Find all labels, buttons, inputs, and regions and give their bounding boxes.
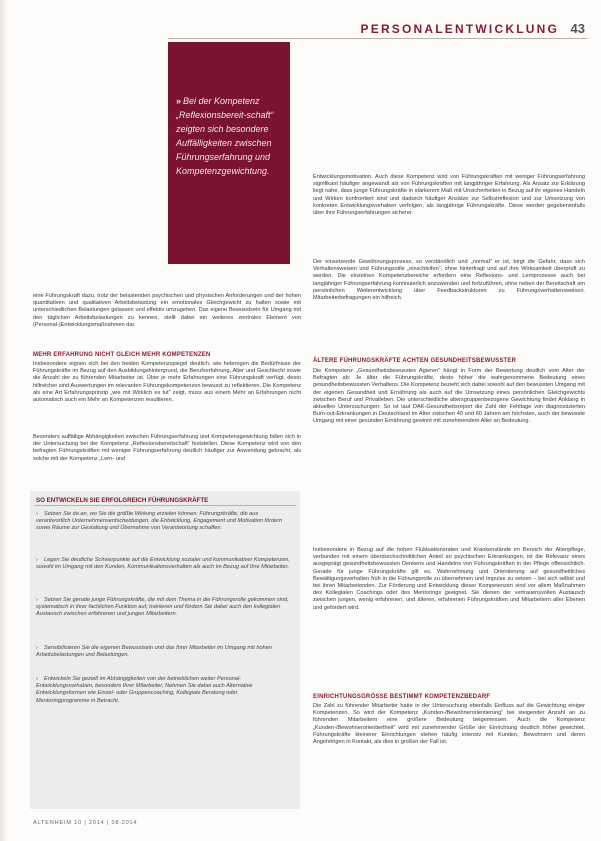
bullet-icon: › bbox=[36, 557, 38, 563]
right-paragraph-3: Die Kompetenz „Gesundheitsbewusstes Agieren“ hängt in Form der Bewertung deutlich vom Alter der Befragten ab: Je älter die Führungskräfte, desto höher die wahrgenommene Bedeutung eines gesundheitsbewussten Verhaltens. Die Kompetenz bezieht sich dabei sowohl auf den bewussten Umgang mit der eigenen Gesundheit und Ernährung als auch auf die Umsetzung eines persönlichen Gleichgewichts zwischen Beruf und Privatleben. Die unterschiedliche altersgruppenbezogene Gewichtung findet Anklang in aktuellen Untersuchungen: So ist laut DAK-Gesundheitsreport die Zahl der Fehltage von diagnostizierten Burn-out-Erkrankungen in Deutschland im Alter zwischen 40 und 60 Jahren am höchsten, auch der bewusste Umgang mit einer gesunden Ernährung gewinnt mit zunehmendem Alter an Bedeutung. bbox=[313, 368, 585, 425]
pull-quote-text: Bei der Kompetenz „Reflexionsbereit-schaft“ zeigten sich besondere Auffälligkeiten zwischen Führungserfahrung und Kompetenzgewichtung. bbox=[176, 96, 274, 176]
tip-item: › Sensibilisieren Sie die eigenen Bewusstsein und das Ihrer Mitarbeiter im Umgang mit hohen Arbeitsbelastungen und Belastungen. bbox=[36, 645, 272, 659]
tips-title: SO ENTWICKELN SIE ERFOLGREICH FÜHRUNGSKRÄFTE bbox=[36, 497, 209, 504]
left-paragraph-2: Insbesondere eignen sich bei den beiden Kompetenzspiegel deutlich, wie heterogen die Bedürfnisse der Führungskräfte im Bezug auf den Ausbildungshintergrund, die Berufserfahrung, Alter und Geschlecht sowie die Anzahl der zu führenden Mitarbeiter ist. Über je mehr Erfahrungen eine Führungskraft verfügt, desto hilfreicher sind Auswertungen im relevanten Führungskompetenzen bewusst zu reflektieren. Die Kompetenz als eine Art Erfahrungsprinzip „wie mit Wirklich es tut“ zeigt, muss aus einem Mehr an Erfahrungen nicht automatisch auch ein Mehr an Kompetenzen resultieren. bbox=[33, 361, 301, 404]
left-heading-1: MEHR ERFAHRUNG NICHT GLEICH MEHR KOMPETENZEN bbox=[33, 352, 211, 358]
tips-rule bbox=[34, 505, 296, 506]
left-paragraph-1: eine Führungskraft dazu, trotz der belastenden psychischen und physischen Anforderungen und der hohen quantitativen und qualitativen Arbeitsbelastung ein emotionales Gleichgewicht zu halten sowie mit unterschiedlichen Belastungen gelassen und effektiv umzugehen. Das eigene Bewusstsein für Umgang mit den täglichen Arbeitsbelastungen zu kennen, stellt dabei ein weiteres zentrales Element von (Personal-)Entwicklungsmaßnahmen dar. bbox=[33, 293, 301, 328]
header-rule bbox=[168, 38, 587, 39]
bullet-icon: › bbox=[36, 676, 38, 682]
page-footer: ALTENHEIM 10 | 2014 | 08.2014 bbox=[33, 820, 138, 826]
bullet-icon: › bbox=[36, 645, 38, 651]
section-title: PERSONALENTWICKLUNG bbox=[360, 22, 559, 36]
left-paragraph-3: Besonders auffällige Abhängigkeiten zwischen Führungserfahrung und Kompetenzgewichtung fallen sich in der Untersuchung bei der Kompetenz „Reflexionsbereitschaft“ feststellen. Diese Kompetenz wird von den befragten Führungskräften mit weniger Führungserfahrung deutlich häufiger zur Anwendung gebracht, als solche mit der Kompetenz „Lern- und bbox=[33, 434, 301, 462]
bullet-icon: › bbox=[36, 511, 38, 517]
right-paragraph-5: Die Zahl zu führender Mitarbeiter hatte in der Untersuchung ebenfalls Einfluss auf die Gewichtung einiger Kompetenzen. So wird der Kompetenz „Kunden-/Bewohnerorientierung“ bei steigender Anzahl an zu führenden Mitarbeitern eine größere Bedeutung beigemessen. Auch die Kompetenz „Kunden-/Bewohnerorientiertheit“ wird mit zunehmender Größe der Einrichtung deutlich höher gewichtet. Führungskräfte kleinerer Einrichtungen stehen häufig intensiv mit Kunden, Bewohnern und deren Angehörigen in Kontakt, als dies in großen der Fall ist. bbox=[313, 703, 585, 746]
bullet-icon: › bbox=[36, 597, 38, 603]
right-heading-1: ÄLTERE FÜHRUNGSKRÄFTE ACHTEN GESUNDHEITSBEWUSSTER bbox=[313, 358, 517, 364]
tip-item: › Legen Sie deutliche Schwerpunkte auf die Entwicklung sozialer und kommunikativer Kompetenzen, sowohl im Umgang mit den Kunden, Kommunikationsverhalten als auch im Bezug auf Ihre Mitarbeiter. bbox=[36, 557, 290, 571]
page-number: 43 bbox=[570, 21, 585, 36]
right-paragraph-2: Der einsetzende Gewöhnungsprozess, so verständlich und „normal“ er ist, birgt die Gefahr, dass sich Verhaltensweisen und Führungsstile „einschleifen“, ohne hinterfragt und auf ihre Wirksamkeit überprüft zu werden. Die einzelnen Kompetenzbereiche erfordern eine Reflexions- und Lernprozesse auch bei langjähriger Führungserfahrung kontinuierlich anzuwenden und fortzuführen, ohne neben der Bereitschaft am persönlichen Weiterentwicklung über Feedbackstrukturen zu Führungsverhaltensweisen. Mitarbeiterbefragungen ein hilfreich. bbox=[313, 259, 585, 302]
page-fold-shadow bbox=[0, 0, 8, 841]
pull-quote bbox=[176, 94, 286, 178]
right-paragraph-1: Entwicklungsmotivation. Auch diese Kompetenz wird von Führungskräften mit weniger Führungserfahrung signifikant häufiger angewandt als von Führungskräften mit langjähriger Erfahrung. Als Ansatz zur Erklärung liegt nahe, dass junge Führungskräfte in stärkerem Maß mit Unsicherheiten in Bezug auf ihr eigenes Handeln und Wirken konfrontiert sind und dadurch häufiger Ansätze zur Selbstreflexion und zur Umsetzung von konkreten Entwicklungsvorhaben verfolgen, als langjährige Führungskräfte. Diese werden gegebenenfalls über ihre Führungserfahrungen sicherer. bbox=[313, 174, 585, 217]
right-heading-2: EINRICHTUNGSGRÖSSE BESTIMMT KOMPETENZBEDARF bbox=[313, 694, 491, 700]
right-paragraph-4: Insbesondere in Bezug auf die hohen Fluktuationsraten und Krankenstände im Bereich der Altenpflege, verbunden mit einem überdurchschnittlichen Anteil an psychischen Erkrankungen, ist die Relevanz eines ausgeprägt gesundheitsbewussten Denkens und Handelns von Führungskräften in der Pflege offensichtlich. Gerade für junge Führungskräfte gilt es, Wahrnehmung und Orientierung auf gesundheitliches Bewältigungsverhalten früh in die Führungsrolle zu übernehmen und Impulse zu setzen – bei sich selbst und bei ihren Mitarbeitenden. Zur Förderung und Entwicklung dieser Kompetenzen sind vor allem Maßnahmen des Kollegialen Coachings oder des Mentorings geeignet. Sie dienen der vertrauensvollen Austausch zwischen jungen, wenig erfahrenen, und älteren, erfahrenen Führungskräften und Mitarbeitern aller Ebenen und gefordert wird. bbox=[313, 547, 585, 611]
quote-mark: » bbox=[176, 96, 182, 106]
tip-item: › Setzen Sie gerade junge Führungskräfte, die mit dem Thema in die Führungsrolle gekommen sind, systematisch in ihrer fachlichen Funktion auf, trainieren und fördern Sie dabei auch den kollegialen Austausch zwischen erfahrenen und jungen Mitarbeitern. bbox=[36, 597, 289, 618]
tip-item: › Setzen Sie da an, wo Sie die größte Wirkung erzielen können: Führungskräfte, die aus verantwortlich Unternehmensentscheidungen, die Entwicklung, Engagement und Motivation fördern sowie Räume zur Gestaltung und Übernahme von Verantwortung schaffen. bbox=[36, 511, 283, 532]
tip-item: › Entwickeln Sie gezielt im Abhängigkeiten von der betrieblichen weiter Personal-Entwicklungsvorhaben, besonders Ihrer Mitarbeiter, Nehmen Sie dabei auch Alternative Entwicklungsformen wie Einzel- oder Gruppencoaching, Kollegiale Beratung oder Mentoringprogramme in Betracht. bbox=[36, 676, 253, 704]
